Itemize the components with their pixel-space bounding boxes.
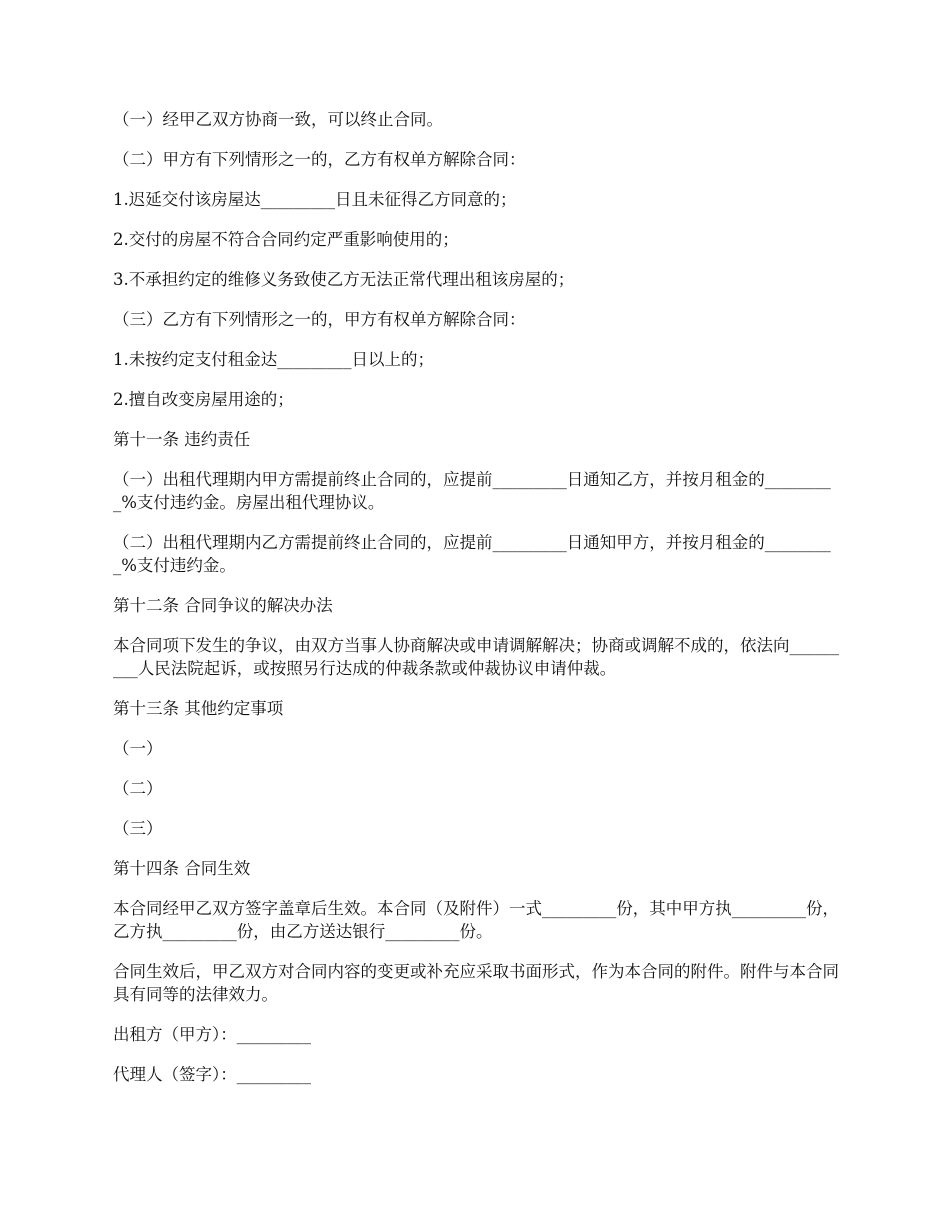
clause-11-item-2: （二）出租代理期内乙方需提前终止合同的，应提前_________日通知甲方，并按月租金的_________%支付违约金。 [113,533,831,575]
clause-10-item-3-sub-2: 2.擅自改变房屋用途的； [113,390,294,409]
clause-10-item-2-sub-1: 1.迟延交付该房屋达_________日且未征得乙方同意的； [113,190,517,209]
clause-10-item-2-sub-3: 3.不承担约定的维修义务致使乙方无法正常代理出租该房屋的； [113,270,575,289]
clause-10-item-3: （三）乙方有下列情形之一的，甲方有权单方解除合同： [113,310,526,329]
clause-14-body-1: 本合同经甲乙双方签字盖章后生效。本合同（及附件）一式_________份，其中甲方执_________份，乙方执_________份，由乙方送达银行_________份。 [113,899,839,941]
clause-14-heading: 第十四条 合同生效 [113,859,251,878]
clause-14-body-2: 合同生效后，甲乙双方对合同内容的变更或补充应采取书面形式，作为本合同的附件。附件与本合同具有同等的法律效力。 [113,962,839,1004]
clause-10-item-2-sub-2: 2.交付的房屋不符合合同约定严重影响使用的； [113,230,459,249]
document-page [113,108,840,1103]
clause-12-body: 本合同项下发生的争议，由双方当事人协商解决或申请调解解决；协商或调解不成的，依法向_________人民法院起诉，或按照另行达成的仲裁条款或仲裁协议申请仲裁。 [113,636,839,678]
clause-13-item-3: （三） [113,819,163,838]
signature-agent: 代理人（签字）：_________ [113,1065,311,1084]
clause-10-item-1: （一）经甲乙双方协商一致，可以终止合同。 [113,110,443,129]
clause-13-heading: 第十三条 其他约定事项 [113,699,284,718]
clause-13-item-1: （一） [113,739,163,758]
clause-10-item-2: （二）甲方有下列情形之一的，乙方有权单方解除合同： [113,150,526,169]
signature-lessor: 出租方（甲方）：_________ [113,1025,311,1044]
clause-13-item-2: （二） [113,779,163,798]
clause-11-item-1: （一）出租代理期内甲方需提前终止合同的，应提前_________日通知乙方，并按月租金的_________%支付违约金。房屋出租代理协议。 [113,470,831,512]
clause-12-heading: 第十二条 合同争议的解决办法 [113,596,333,615]
clause-10-item-3-sub-1: 1.未按约定支付租金达_________日以上的； [113,350,434,369]
clause-11-heading: 第十一条 违约责任 [113,430,251,449]
